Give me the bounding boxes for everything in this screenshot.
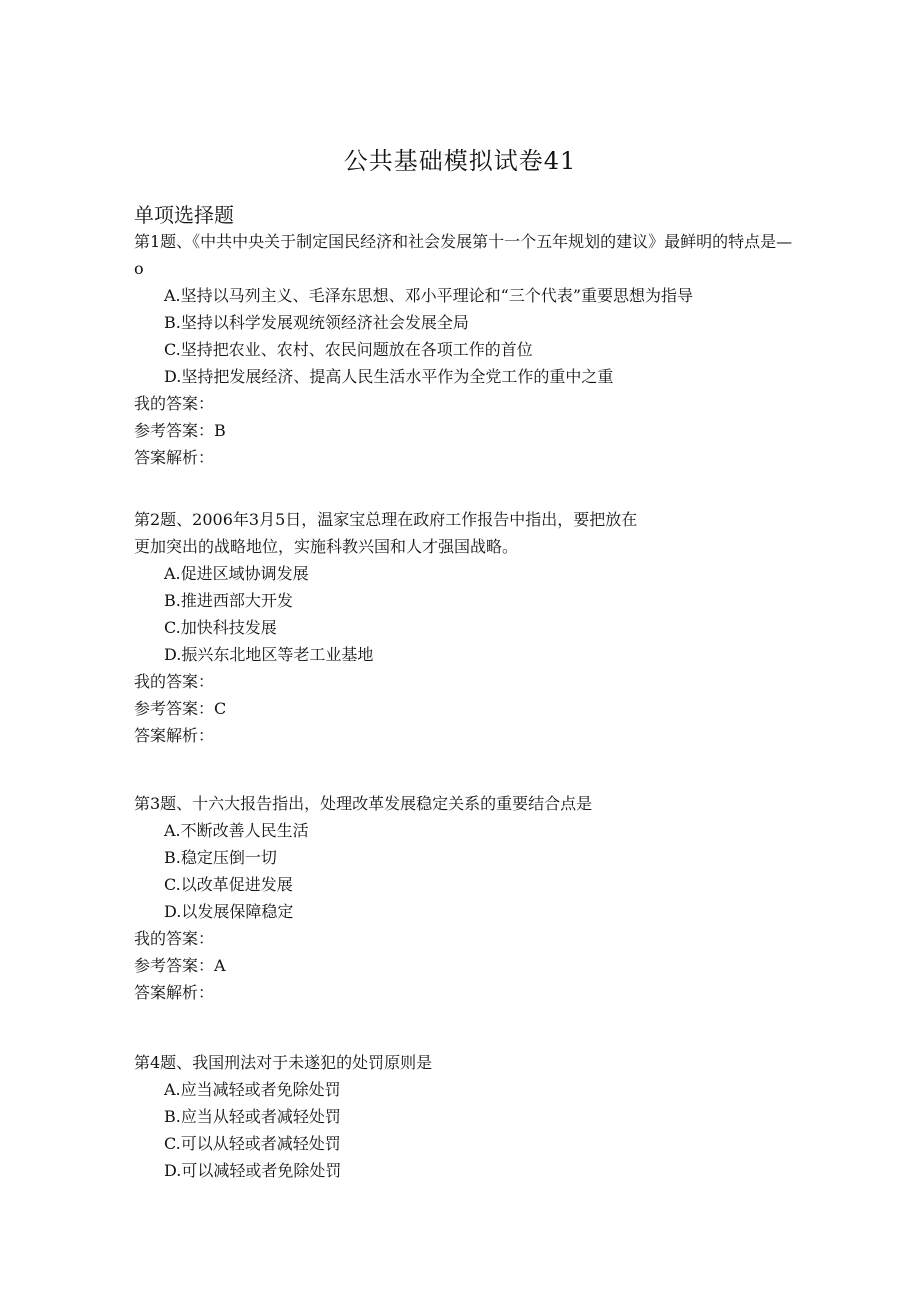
option-c: C.坚持把农业、农村、农民问题放在各项工作的首位 [164,340,533,359]
option-a: A.促进区域协调发展 [164,564,309,583]
page-title: 公共基础模拟试卷41 [343,147,577,175]
question-stem-line-1: 第2题、2006年3月5日，温家宝总理在政府工作报告中指出，要把放在 [134,510,638,529]
my-answer-label: 我的答案： [134,672,215,691]
question-stem: 第3题、十六大报告指出，处理改革发展稳定关系的重要结合点是 [134,794,593,813]
question-stem-line-2: 更加突出的战略地位，实施科教兴国和人才强国战略。 [134,537,519,556]
answer-analysis-label: 答案解析： [134,448,215,467]
option-list [134,560,794,668]
option-list [134,1076,794,1184]
option-c: C.加快科技发展 [164,618,277,637]
question-stem: 第1题、《中共中央关于制定国民经济和社会发展第十一个五年规划的建议》最鲜明的特点是—o [134,232,793,278]
option-a: A.坚持以马列主义、毛泽东思想、邓小平理论和“三个代表”重要思想为指导 [164,286,694,305]
option-b: B.应当从轻或者减轻处罚 [164,1107,341,1126]
option-d: D.可以减轻或者免除处罚 [164,1161,342,1180]
my-answer-label: 我的答案： [134,394,215,413]
reference-answer: 参考答案：A [134,956,226,975]
my-answer-label: 我的答案： [134,929,215,948]
question-stem: 第4题、我国刑法对于未遂犯的处罚原则是 [134,1053,433,1072]
option-d: D.振兴东北地区等老工业基地 [164,645,374,664]
reference-answer: 参考答案：C [134,699,227,718]
reference-answer: 参考答案：B [134,421,226,440]
option-d: D.坚持把发展经济、提高人民生活水平作为全党工作的重中之重 [164,367,614,386]
question-4 [134,1049,794,1184]
answer-analysis-label: 答案解析： [134,983,215,1002]
option-list [134,817,794,925]
option-d: D.以发展保障稳定 [164,902,294,921]
answer-analysis-label: 答案解析： [134,726,215,745]
option-list [134,282,794,390]
option-c: C.以改革促进发展 [164,875,293,894]
option-b: B.坚持以科学发展观统领经济社会发展全局 [164,313,469,332]
section-heading: 单项选择题 [134,203,234,227]
option-c: C.可以从轻或者减轻处罚 [164,1134,341,1153]
option-a: A.应当减轻或者免除处罚 [164,1080,341,1099]
option-a: A.不断改善人民生活 [164,821,309,840]
question-stem [134,506,794,560]
question-2 [134,506,794,749]
question-3 [134,790,794,1006]
option-b: B.稳定压倒一切 [164,848,277,867]
option-b: B.推进西部大开发 [164,591,293,610]
question-1 [134,228,794,471]
